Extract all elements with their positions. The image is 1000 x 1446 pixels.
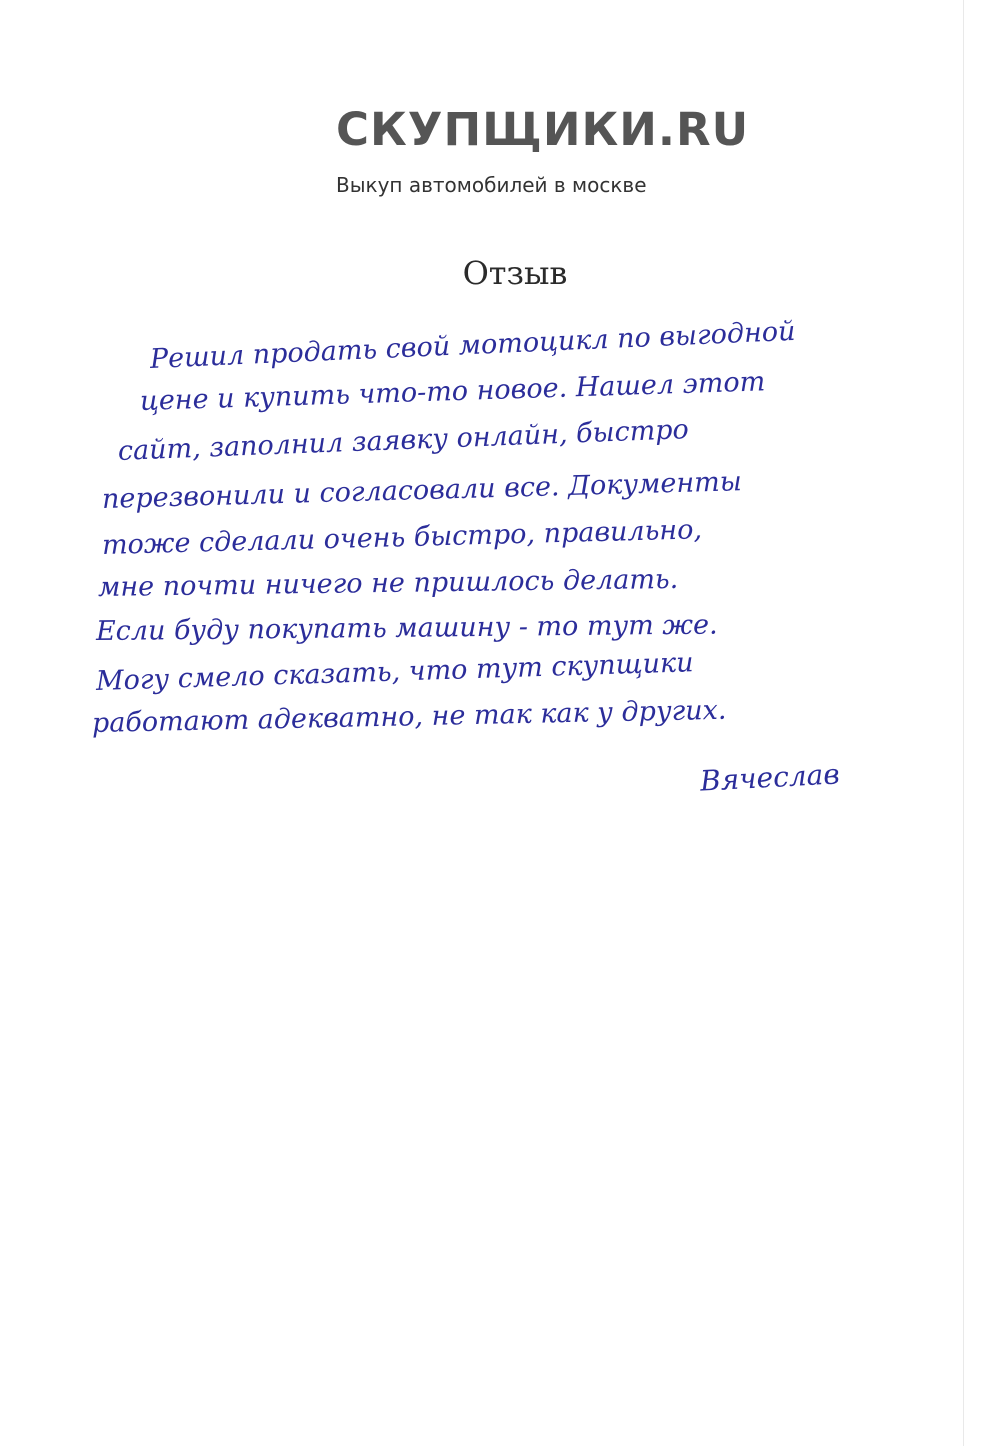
review-line: перезвонили и согласовали все. Документы bbox=[101, 466, 743, 515]
review-line: Могу смело сказать, что тут скупщики bbox=[95, 647, 695, 697]
review-line: Если буду покупать машину - то тут же. bbox=[95, 609, 718, 647]
review-line: Решил продать свой мотоцикл по выгодной bbox=[149, 315, 797, 375]
document-title: Отзыв bbox=[462, 254, 568, 292]
company-tagline: Выкуп автомобилей в москве bbox=[336, 173, 647, 197]
review-line: мне почти ничего не пришлось делать. bbox=[97, 563, 679, 603]
review-line: работают адекватно, не так как у других. bbox=[91, 694, 727, 739]
review-line: сайт, заполнил заявку онлайн, быстро bbox=[117, 414, 690, 467]
signature: Вячеслав bbox=[699, 757, 841, 798]
review-line: цене и купить что-то новое. Нашел этот bbox=[139, 366, 766, 417]
company-logo: СКУПЩИКИ.RU bbox=[336, 103, 750, 156]
review-line: тоже сделали очень быстро, правильно, bbox=[101, 514, 703, 561]
